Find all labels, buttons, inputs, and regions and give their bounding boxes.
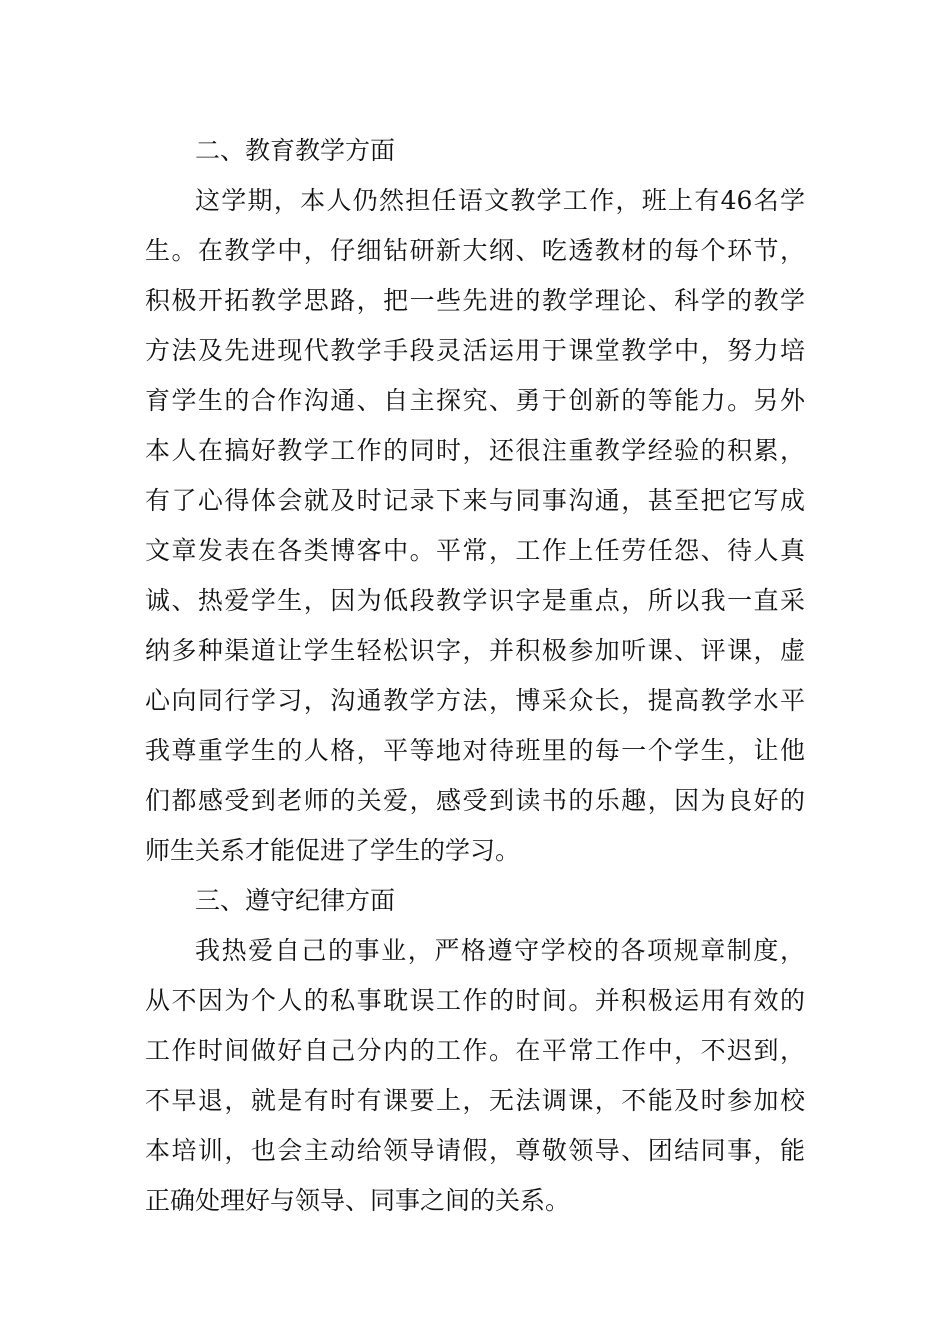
paragraph-line: 本人在搞好教学工作的同时，还很注重教学经验的积累， xyxy=(145,436,805,465)
paragraph-line: 本培训，也会主动给领导请假，尊敬领导、团结同事，能 xyxy=(145,1136,805,1165)
paragraph-line: 育学生的合作沟通、自主探究、勇于创新的等能力。另外 xyxy=(145,386,805,415)
paragraph-line: 有了心得体会就及时记录下来与同事沟通，甚至把它写成 xyxy=(145,486,805,515)
paragraph-line: 这学期，本人仍然担任语文教学工作，班上有46名学 xyxy=(195,186,805,215)
paragraph-line: 诚、热爱学生，因为低段教学识字是重点，所以我一直采 xyxy=(145,586,805,615)
paragraph-line: 生。在教学中，仔细钻研新大纲、吃透教材的每个环节， xyxy=(145,236,805,265)
section-heading-discipline: 三、遵守纪律方面 xyxy=(195,886,396,915)
paragraph-line: 从不因为个人的私事耽误工作的时间。并积极运用有效的 xyxy=(145,986,805,1015)
paragraph-line-last: 正确处理好与领导、同事之间的关系。 xyxy=(145,1186,571,1215)
paragraph-line: 工作时间做好自己分内的工作。在平常工作中，不迟到， xyxy=(145,1036,805,1065)
paragraph-line: 方法及先进现代教学手段灵活运用于课堂教学中，努力培 xyxy=(145,336,805,365)
paragraph-line: 积极开拓教学思路，把一些先进的教学理论、科学的教学 xyxy=(145,286,805,315)
section-heading-education: 二、教育教学方面 xyxy=(195,136,396,165)
paragraph-line: 心向同行学习，沟通教学方法，博采众长，提高教学水平 xyxy=(145,686,805,715)
paragraph-line: 文章发表在各类博客中。平常，工作上任劳任怨、待人真 xyxy=(145,536,805,565)
paragraph-line: 不早退，就是有时有课要上，无法调课，不能及时参加校 xyxy=(145,1086,805,1115)
paragraph-line-last: 师生关系才能促进了学生的学习。 xyxy=(145,836,521,865)
paragraph-line: 我尊重学生的人格，平等地对待班里的每一个学生，让他 xyxy=(145,736,805,765)
document-body xyxy=(145,126,805,1226)
paragraph-line: 我热爱自己的事业，严格遵守学校的各项规章制度， xyxy=(195,936,805,965)
paragraph-line: 们都感受到老师的关爱，感受到读书的乐趣，因为良好的 xyxy=(145,786,805,815)
paragraph-line: 纳多种渠道让学生轻松识字，并积极参加听课、评课，虚 xyxy=(145,636,805,665)
